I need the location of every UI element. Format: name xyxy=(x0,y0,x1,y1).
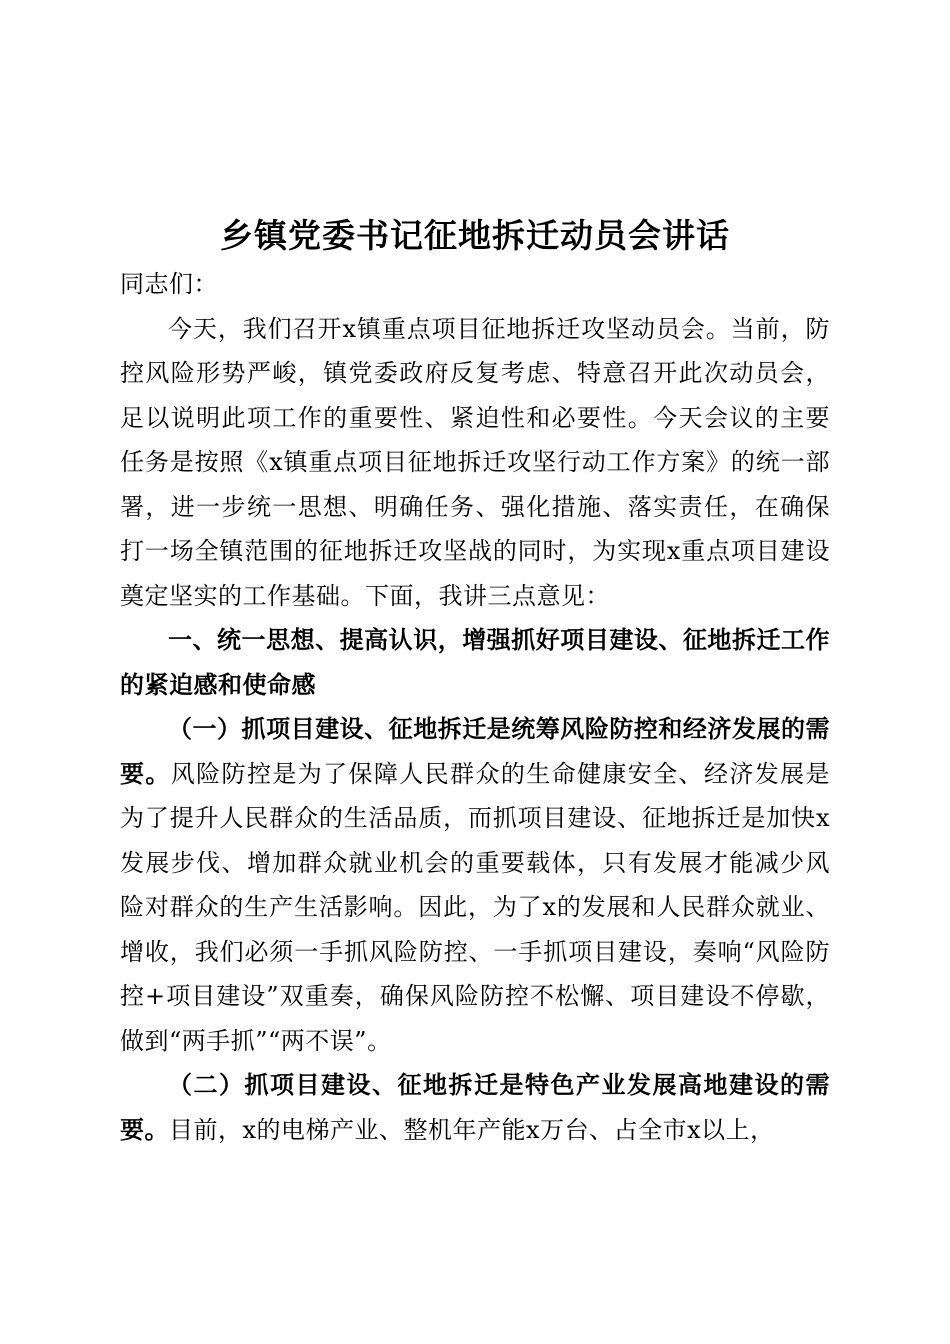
salutation: 同志们： xyxy=(120,270,218,298)
subsection-lead-2: （二）抓项目建设、征地拆迁是特色产业发展高地建设的需要。 xyxy=(120,1071,830,1144)
subsection-paragraph-1 xyxy=(120,707,830,1063)
subsection-paragraph-2 xyxy=(120,1063,830,1152)
intro-paragraph: 今天，我们召开x镇重点项目征地拆迁攻坚动员会。当前，防控风险形势严峻，镇党委政府反复考虑、特意召开此次动员会，足以说明此项工作的重要性、紧迫性和必要性。今天会议的主要任务是按照《x镇重点项目征地拆迁攻坚行动工作方案》的统一部署，进一步统一思想、明确任务、强化措施、落实责任，在确保打一场全镇范围的征地拆迁攻坚战的同时，为实现x重点项目建设奠定坚实的工作基础。下面，我讲三点意见： xyxy=(120,314,830,610)
subsection-lead-1: （一）抓项目建设、征地拆迁是统筹风险防控和经济发展的需要。 xyxy=(120,715,830,788)
subsection-text-1: 风险防控是为了保障人民群众的生命健康安全、经济发展是为了提升人民群众的生活品质，而抓项目建设、征地拆迁是加快x发展步伐、增加群众就业机会的重要载体，只有发展才能减少风险对群众的生产生活影响。因此，为了x的发展和人民群众就业、增收，我们必须一手抓风险防控、一手抓项目建设，奏响“风险防控+项目建设”双重奏，确保风险防控不松懈、项目建设不停歇，做到“两手抓”“两不误”。 xyxy=(120,759,831,1055)
document-title: 乡镇党委书记征地拆迁动员会讲话 xyxy=(220,216,730,255)
document-body xyxy=(120,262,830,1152)
section-heading-1: 一、统一思想、提高认识，增强抓好项目建设、征地拆迁工作的紧迫感和使命感 xyxy=(120,626,830,699)
subsection-text-2: 目前，x的电梯产业、整机年产能x万台、占全市x以上， xyxy=(169,1115,775,1144)
